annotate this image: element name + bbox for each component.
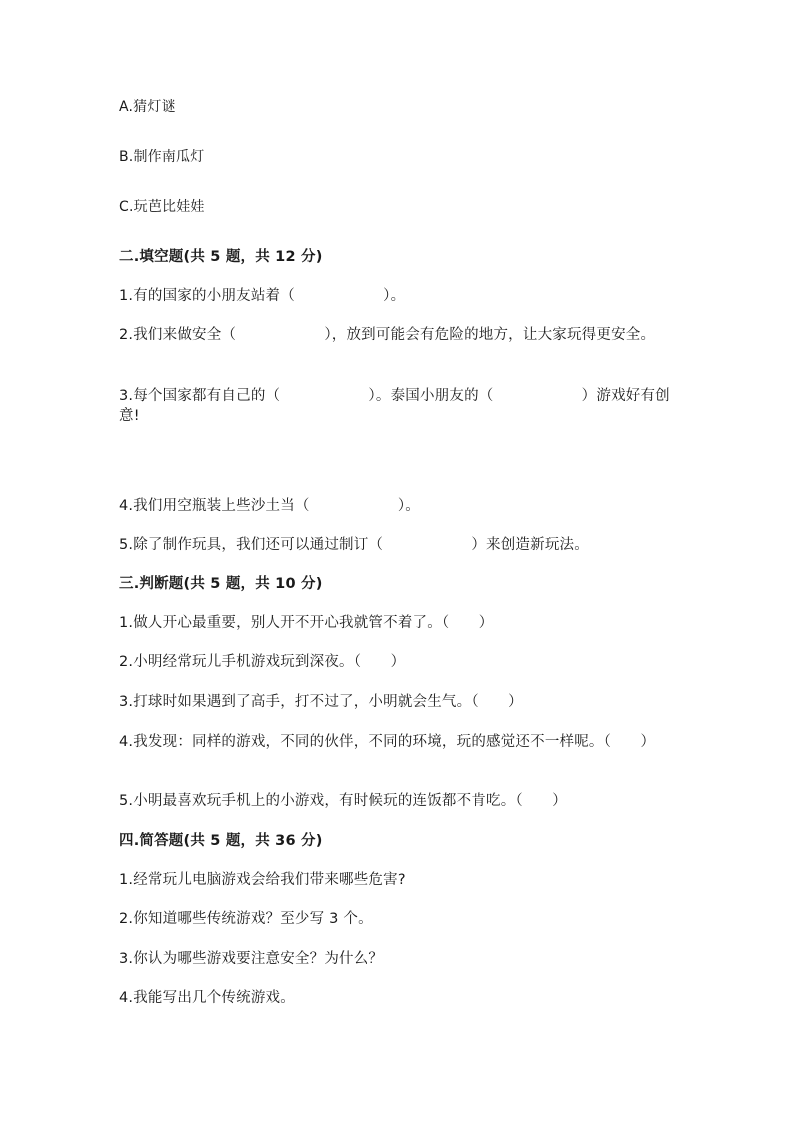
true-false-question-2: 2.小明经常玩儿手机游戏玩到深夜。（ ）	[119, 654, 406, 670]
section-heading-true-false: 三.判断题(共 5 题，共 10 分)	[119, 576, 323, 592]
choice-option-a: A.猜灯谜	[119, 99, 176, 115]
short-answer-question-3: 3.你认为哪些游戏要注意安全？为什么？	[119, 951, 384, 967]
choice-option-b: B.制作南瓜灯	[119, 149, 205, 165]
fill-blank-question-4: 4.我们用空瓶装上些沙土当（ ）。	[119, 498, 420, 514]
fill-blank-question-3: 3.每个国家都有自己的（ ）。泰国小朋友的（ ）游戏好有创意!	[119, 388, 670, 424]
short-answer-question-4: 4.我能写出几个传统游戏。	[119, 990, 295, 1006]
choice-option-c: C.玩芭比娃娃	[119, 199, 205, 215]
true-false-question-4: 4.我发现：同样的游戏，不同的伙伴，不同的环境，玩的感觉还不一样呢。（ ）	[119, 734, 656, 750]
section-heading-short-answer: 四.简答题(共 5 题，共 36 分)	[119, 833, 323, 849]
true-false-question-5: 5.小明最喜欢玩手机上的小游戏，有时候玩的连饭都不肯吃。（ ）	[119, 793, 567, 809]
true-false-question-3: 3.打球时如果遇到了高手，打不过了，小明就会生气。（ ）	[119, 694, 523, 710]
fill-blank-question-2: 2.我们来做安全（ ），放到可能会有危险的地方，让大家玩得更安全。	[119, 327, 656, 343]
fill-blank-question-5: 5.除了制作玩具，我们还可以通过制订（ ）来创造新玩法。	[119, 537, 589, 553]
fill-blank-question-1: 1.有的国家的小朋友站着（ ）。	[119, 288, 406, 304]
short-answer-question-2: 2.你知道哪些传统游戏？至少写 3 个。	[119, 911, 373, 927]
short-answer-question-1: 1.经常玩儿电脑游戏会给我们带来哪些危害?	[119, 872, 406, 888]
true-false-question-1: 1.做人开心最重要，别人开不开心我就管不着了。（ ）	[119, 615, 494, 631]
section-heading-fill-blank: 二.填空题(共 5 题，共 12 分)	[119, 249, 323, 265]
